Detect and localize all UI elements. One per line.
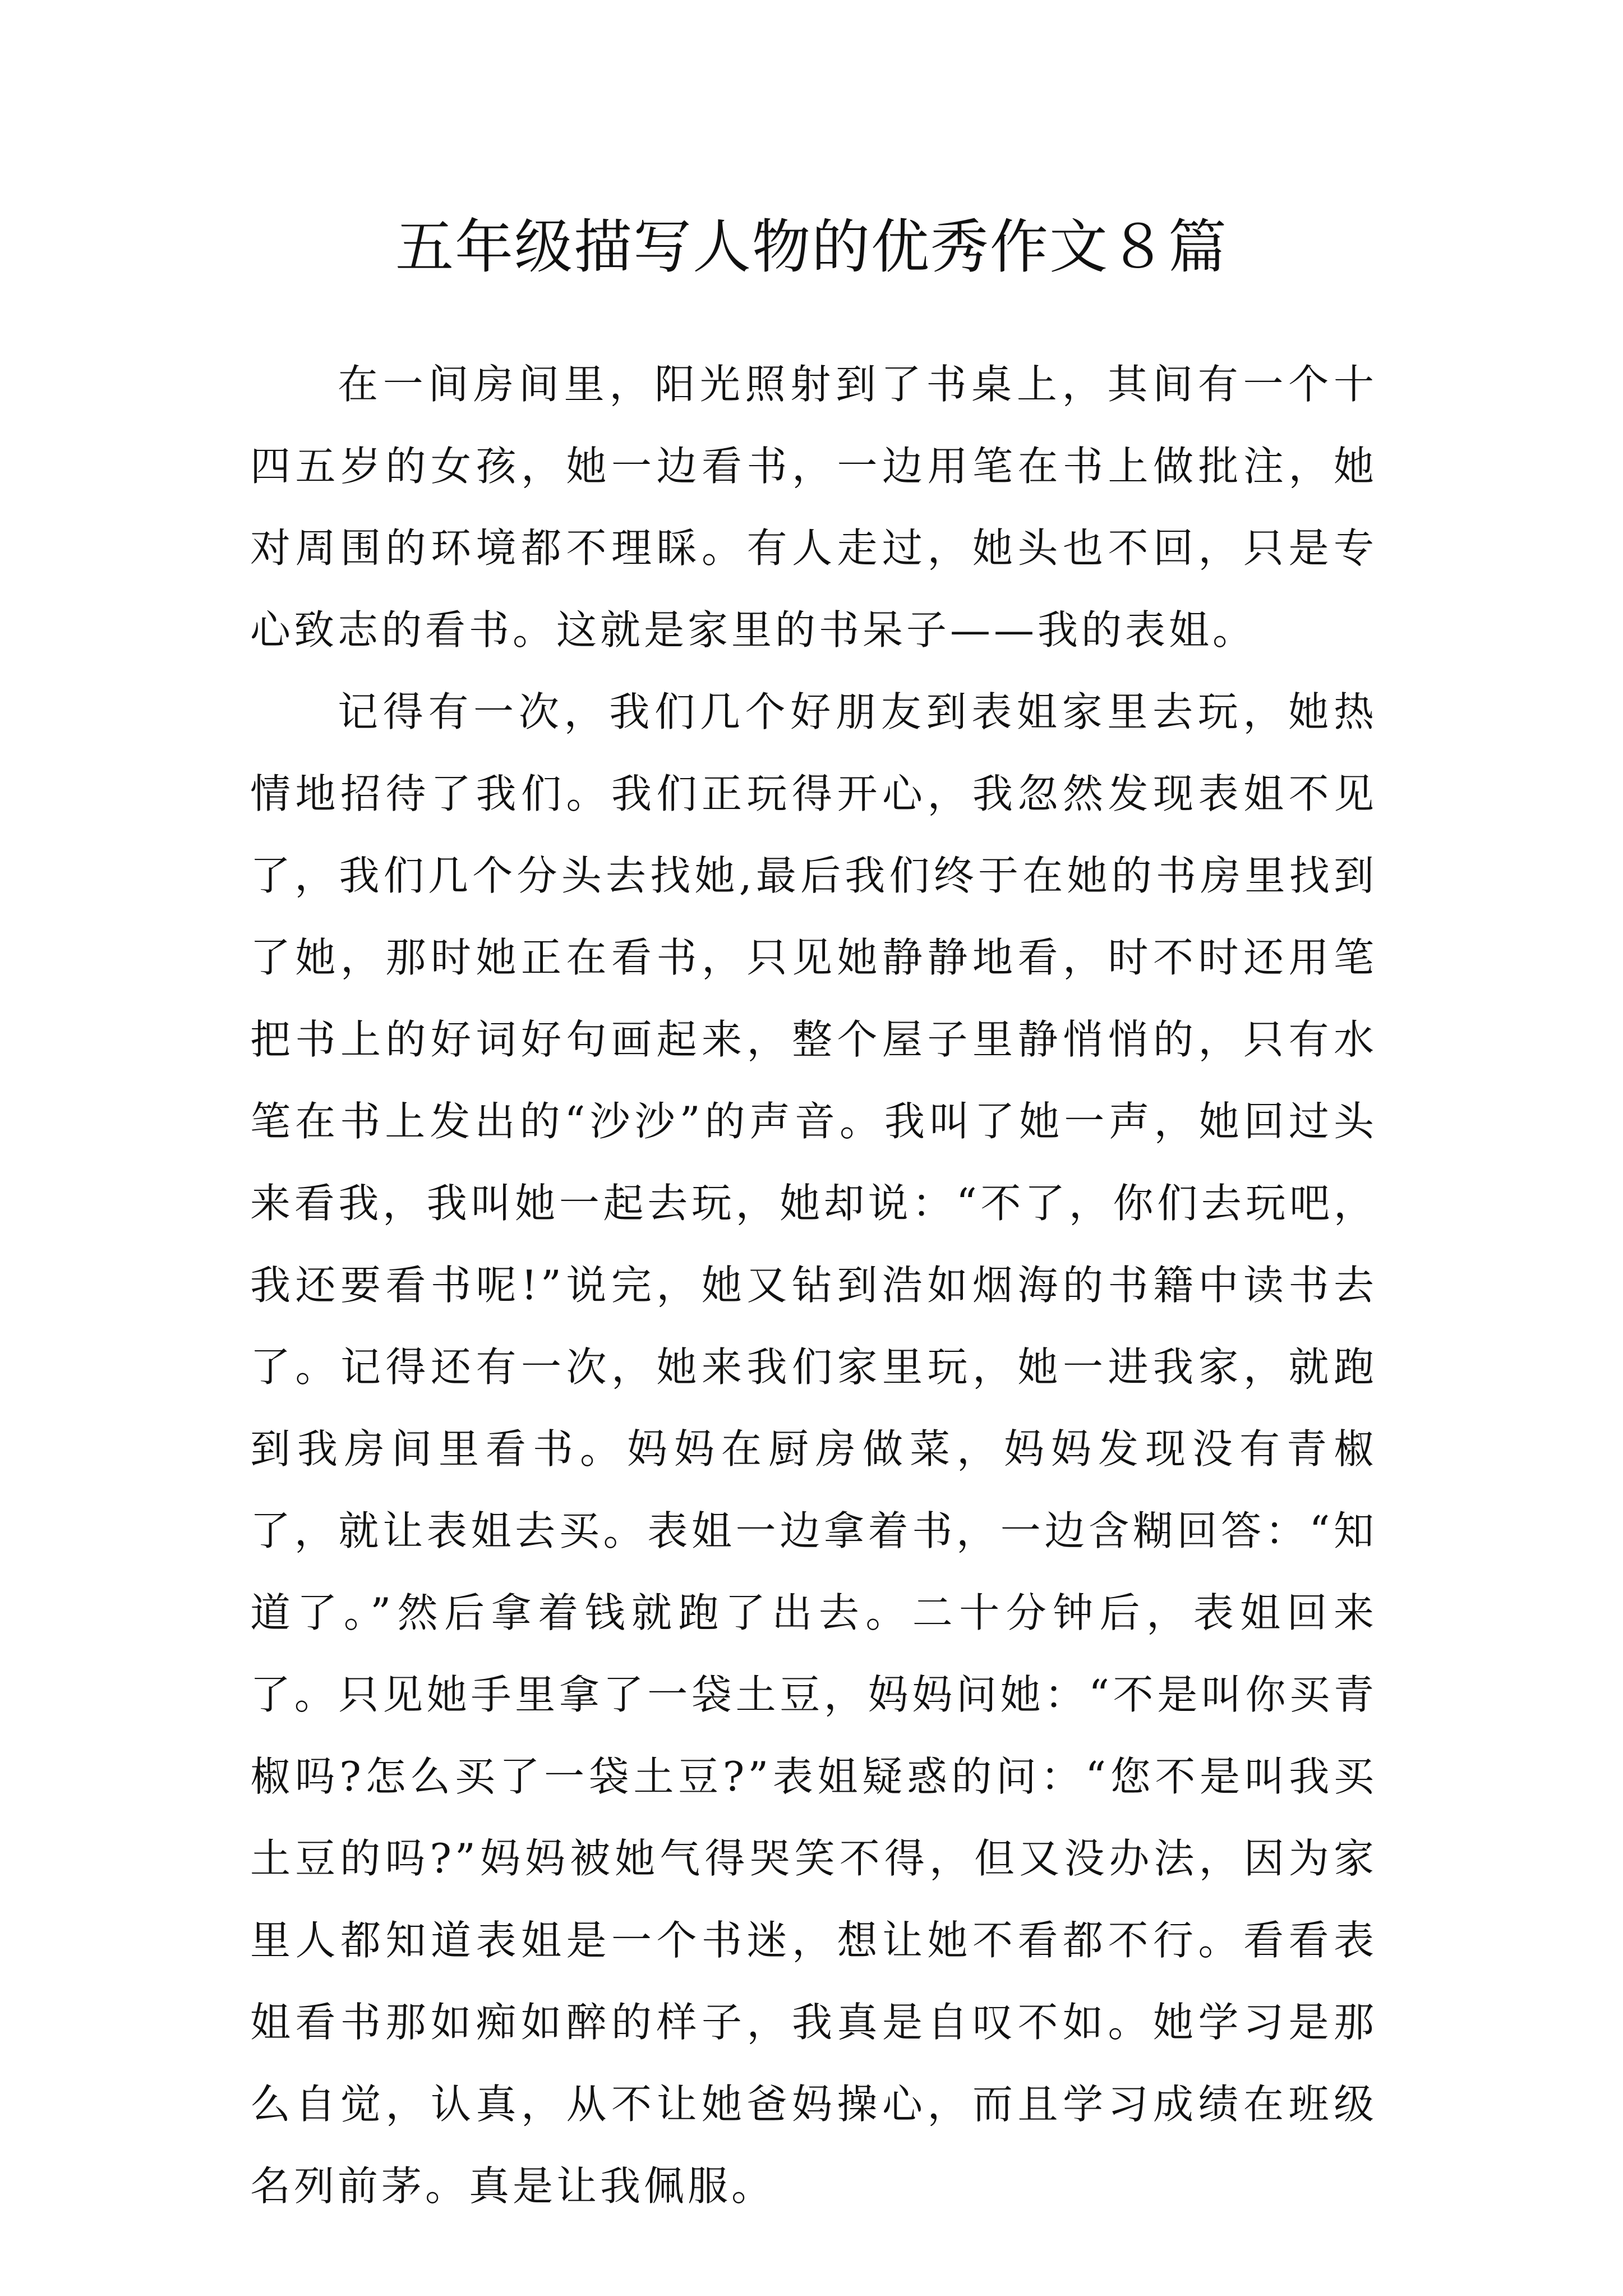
document-body xyxy=(250,343,1377,2227)
document-title: 五年级描写人物的优秀作文８篇 xyxy=(395,213,1228,281)
paragraph: 在一间房间里，阳光照射到了书桌上，其间有一个十四五岁的女孩，她一边看书，一边用笔在书上做批注，她对周围的环境都不理睬。有人走过，她头也不回，只是专心致志的看书。这就是家里的书呆子——我的表姐。 xyxy=(250,361,1377,654)
paragraph: 记得有一次，我们几个好朋友到表姐家里去玩，她热情地招待了我们。我们正玩得开心，我忽然发现表姐不见了，我们几个分头去找她,最后我们终于在她的书房里找到了她，那时她正在看书，只见她静静地看，时不时还用笔把书上的好词好句画起来，整个屋子里静悄悄的，只有水笔在书上发出的“沙沙”的声音。我叫了她一声，她回过头来看我，我叫她一起去玩，她却说：“不了，你们去玩吧，我还要看书呢!”说完，她又钻到浩如烟海的书籍中读书去了。记得还有一次，她来我们家里玩，她一进我家，就跑到我房间里看书。妈妈在厨房做菜，妈妈发现没有青椒了，就让表姐去买。表姐一边拿着书，一边含糊回答：“知道了。”然后拿着钱就跑了出去。二十分钟后，表姐回来了。只见她手里拿了一袋土豆，妈妈问她：“不是叫你买青椒吗?怎么买了一袋土豆?”表姐疑惑的问：“您不是叫我买土豆的吗?”妈妈被她气得哭笑不得，但又没办法，因为家里人都知道表姐是一个书迷，想让她不看都不行。看看表姐看书那如痴如醉的样子，我真是自叹不如。她学习是那么自觉，认真，从不让她爸妈操心，而且学习成绩在班级名列前茅。真是让我佩服。 xyxy=(250,688,1377,2210)
